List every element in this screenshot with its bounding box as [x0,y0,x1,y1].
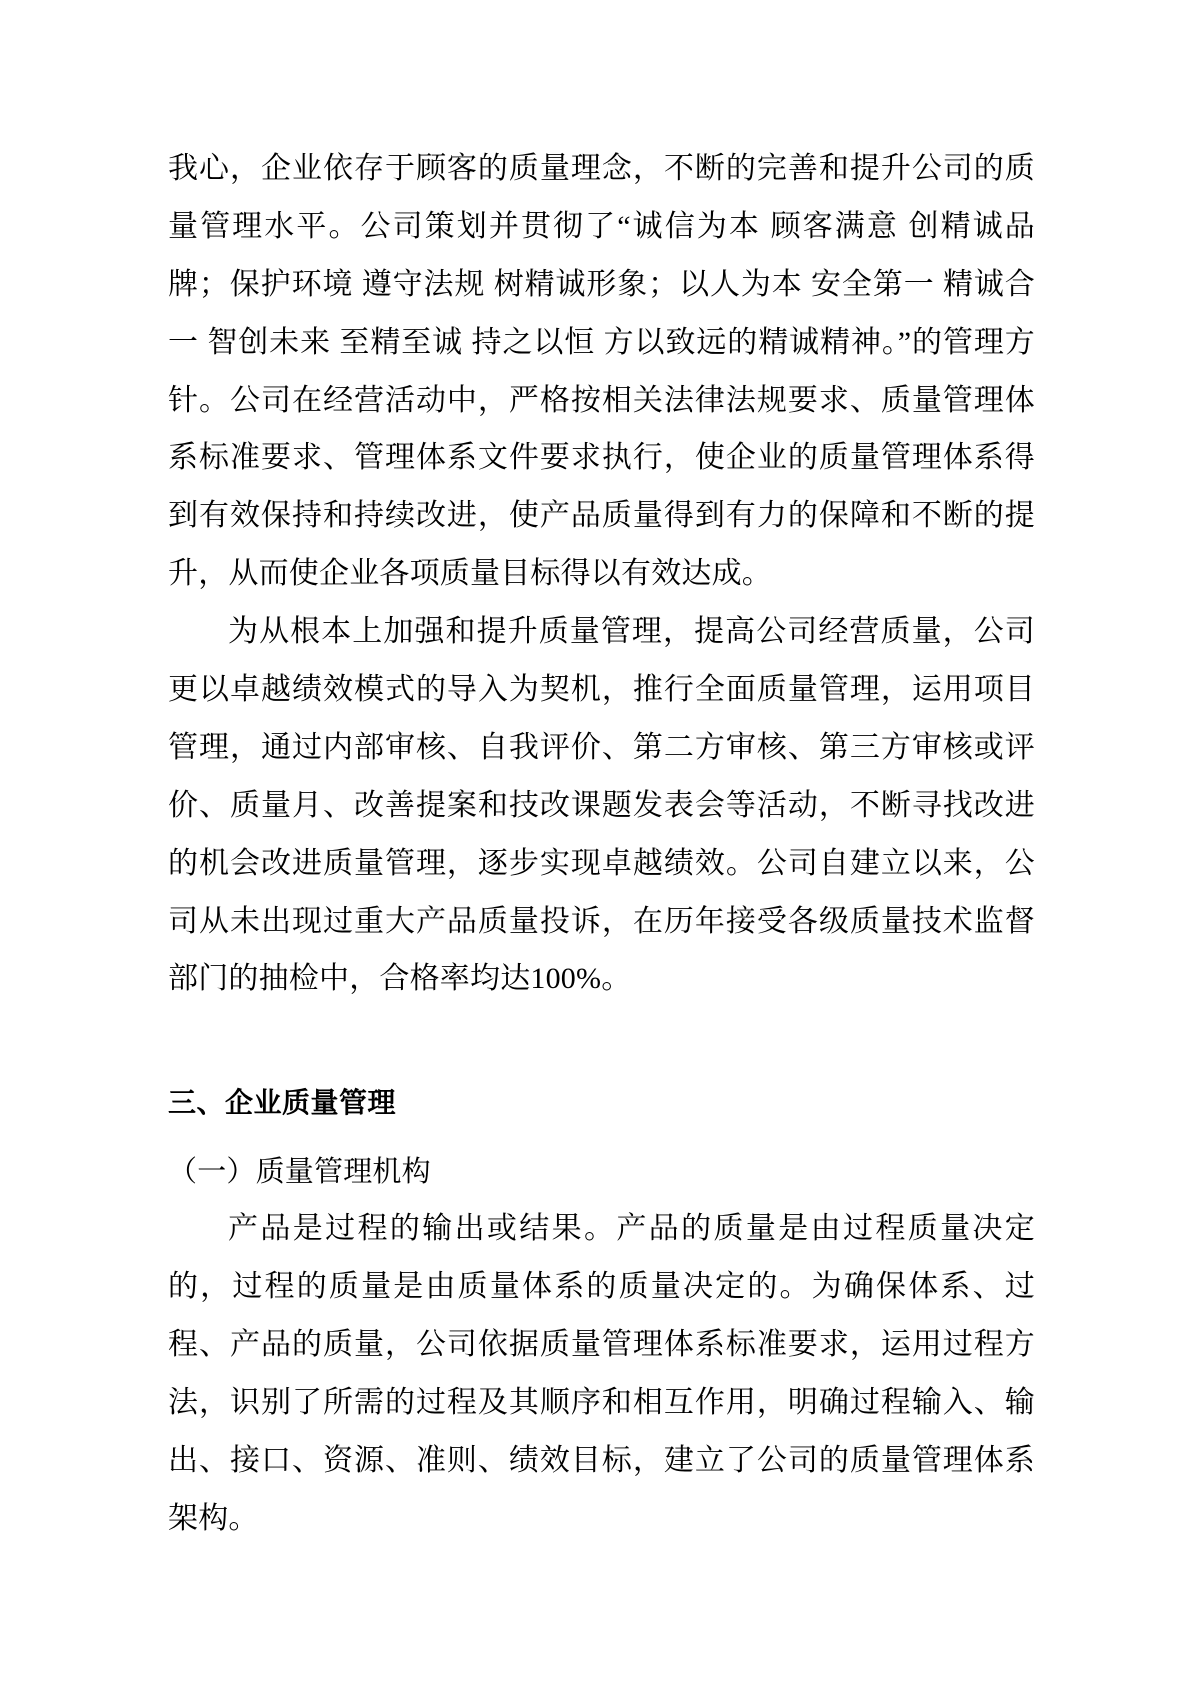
sub-heading-quality-management-organization: （一）质量管理机构 [168,1155,431,1188]
paragraph-quality-management-improvement: 为从根本上加强和提升质量管理，提高公司经营质量，公司更以卓越绩效模式的导入为契机，推行全面质量管理，运用项目管理，通过内部审核、自我评价、第二方审核、第三方审核或评价、质量月、改善提案和技改课题发表会等活动，不断寻找改进的机会改进质量管理，逐步实现卓越绩效。公司自建立以来，公司从未出现过重大产品质量投诉，在历年接受各级质量技术监督部门的抽检中，合格率均达100%。 [168,615,1035,996]
section-spacer [168,1008,1035,1076]
paragraph-quality-policy: 我心，企业依存于顾客的质量理念，不断的完善和提升公司的质量管理水平。公司策划并贯彻了“诚信为本 顾客满意 创精诚品牌；保护环境 遵守法规 树精诚形象；以人为本 安全第一 精诚合一 智创未来 至精至诚 持之以恒 方以致远的精诚精神。”的管理方针。公司在经营活动中，严格按相关法律法规要求、质量管理体系标准要求、管理体系文件要求执行，使企业的质量管理体系得到有效保持和持续改进，使产品质量得到有力的保障和不断的提升，从而使企业各项质量目标得以有效达成。 [168,152,1035,591]
heading-spacer [168,1130,1035,1144]
paragraph-process-quality: 产品是过程的输出或结果。产品的质量是由过程质量决定的，过程的质量是由质量体系的质量决定的。为确保体系、过程、产品的质量，公司依据质量管理体系标准要求，运用过程方法，识别了所需的过程及其顺序和相互作用，明确过程输入、输出、接口、资源、准则、绩效目标，建立了公司的质量管理体系架构。 [168,1212,1035,1535]
document-body [168,140,1035,1547]
section-heading-enterprise-quality-management: 三、企业质量管理 [168,1086,397,1120]
